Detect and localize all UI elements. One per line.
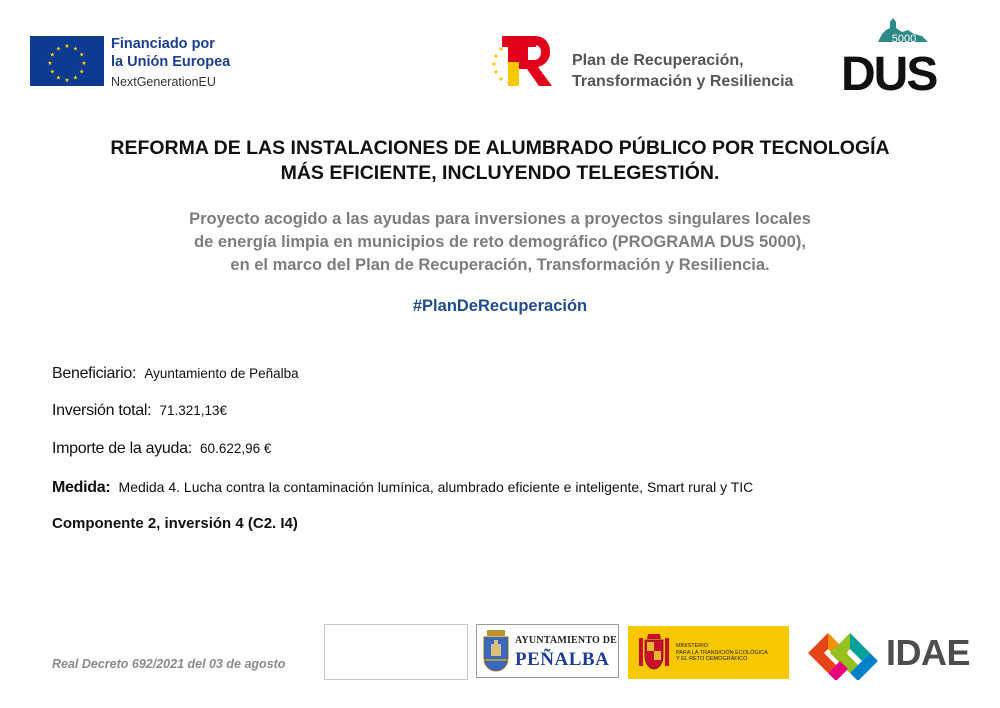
svg-text:★: ★ <box>81 60 87 67</box>
svg-text:★: ★ <box>55 74 62 82</box>
eu-funding-text <box>111 35 230 91</box>
prtr-line-1: Plan de Recuperación, <box>572 52 744 69</box>
ministry-logo <box>628 626 789 679</box>
svg-text:★: ★ <box>79 51 85 59</box>
subtitle-line-2: de energía limpia en municipios de reto demográfico (PROGRAMA DUS 5000), <box>194 233 806 251</box>
prtr-text <box>572 50 793 92</box>
title-line-2: MÁS EFICIENTE, INCLUYENDO TELEGESTIÓN. <box>280 162 720 184</box>
beneficiary-value: Ayuntamiento de Peñalba <box>144 366 299 381</box>
dus-wordmark: DUS <box>841 48 937 96</box>
title-line-1: REFORMA DE LAS INSTALACIONES DE ALUMBRADO PÚBLICO POR TECNOLOGÍA <box>110 137 890 159</box>
svg-text:★: ★ <box>72 74 79 82</box>
aid-label: Importe de la ayuda: <box>52 440 192 457</box>
investment-label: Inversión total: <box>52 402 152 419</box>
svg-text:★: ★ <box>64 43 70 50</box>
hashtag: #PlanDeRecuperación <box>412 297 588 315</box>
idae-wordmark: IDAE <box>886 632 971 673</box>
svg-text:★: ★ <box>49 51 55 59</box>
dus-5000-logo <box>838 14 948 96</box>
ministry-line-2: PARA LA TRANSICIÓN ECOLÓGICA <box>676 649 768 656</box>
aid-value: 60.622,96 € <box>200 441 272 456</box>
component-text: Componente 2, inversión 4 (C2. I4) <box>52 515 298 532</box>
subtitle-line-1: Proyecto acogido a las ayudas para inversiones a proyectos singulares locales <box>189 210 811 228</box>
penalba-line-2: PEÑALBA <box>515 649 610 670</box>
beneficiary-label: Beneficiario: <box>52 365 137 382</box>
page-title <box>40 136 960 186</box>
investment-row <box>52 402 227 420</box>
svg-text:★: ★ <box>72 45 79 53</box>
subtitle-line-3: en el marco del Plan de Recuperación, Transformación y Resiliencia. <box>230 256 770 274</box>
penalba-logo <box>476 624 619 678</box>
ministry-line-1: MINISTERIO <box>676 643 709 649</box>
dus-badge-text: 5000 <box>891 33 917 45</box>
eu-line-3: NextGenerationEU <box>111 75 216 89</box>
ministry-line-3: Y EL RETO DEMOGRÁFICO <box>676 656 748 662</box>
decree-text: Real Decreto 692/2021 del 03 de agosto <box>52 657 286 671</box>
measure-value: Medida 4. Lucha contra la contaminación lumínica, alumbrado eficiente e inteligente, Smart rural y TIC <box>118 479 754 495</box>
eu-line-2: la Unión Europea <box>111 54 231 70</box>
measure-row <box>52 479 753 497</box>
svg-text:★: ★ <box>55 45 62 53</box>
aid-row <box>52 440 271 458</box>
svg-text:★: ★ <box>47 60 53 67</box>
investment-value: 71.321,13€ <box>159 403 228 418</box>
idae-logo-icon <box>804 626 882 680</box>
measure-label: Medida: <box>52 479 111 496</box>
svg-text:★: ★ <box>79 68 85 76</box>
ministry-text <box>676 643 768 663</box>
penalba-line-1: AYUNTAMIENTO DE <box>515 635 617 646</box>
prtr-line-2: Transformación y Resiliencia <box>572 73 794 90</box>
svg-text:★: ★ <box>49 68 55 76</box>
svg-text:★: ★ <box>64 77 70 84</box>
project-description <box>60 208 940 277</box>
blank-logo-box <box>324 624 468 680</box>
spain-coat-of-arms-icon <box>637 632 671 672</box>
eu-line-1: Financiado por <box>111 36 215 52</box>
prtr-tr-logo-icon <box>488 32 558 90</box>
beneficiary-row <box>52 365 299 383</box>
penalba-shield-icon <box>483 630 509 672</box>
eu-flag-icon <box>30 36 104 86</box>
